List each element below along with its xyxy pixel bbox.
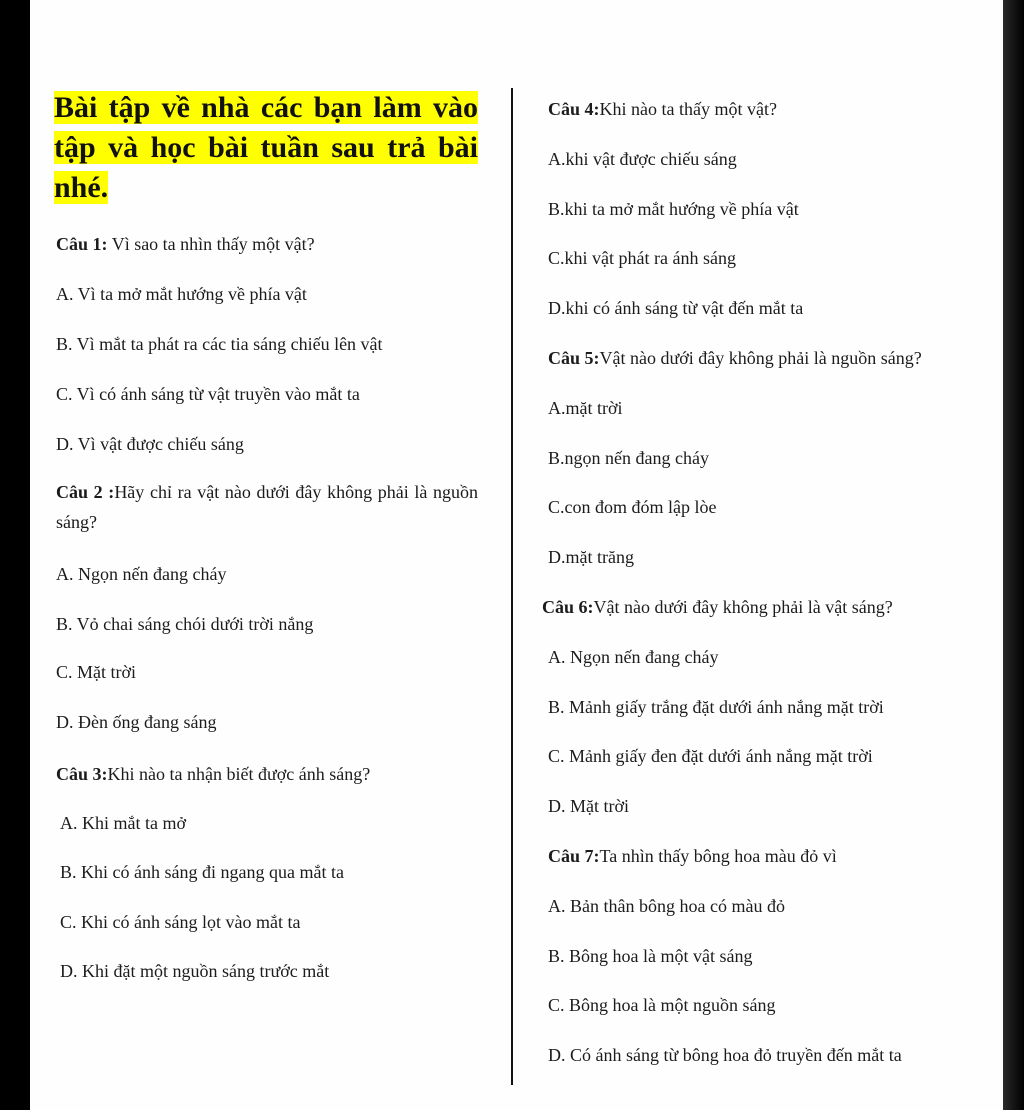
question-label: Câu 2 : (56, 482, 115, 502)
q4-option-d: D.khi có ánh sáng từ vật đến mắt ta (548, 298, 804, 318)
q5-option-d: D.mặt trăng (548, 547, 634, 567)
question-label: Câu 1: (56, 234, 108, 254)
question-text: Hãy chỉ ra vật nào dưới đây không phải là nguồn sáng? (56, 482, 478, 532)
q2-option-d: D. Đèn ống đang sáng (56, 712, 217, 732)
q1-option-c: C. Vì có ánh sáng từ vật truyền vào mắt ta (56, 384, 360, 404)
q4-option-a: A.khi vật được chiếu sáng (548, 149, 737, 169)
q3-option-b: B. Khi có ánh sáng đi ngang qua mắt ta (60, 862, 344, 882)
q6-option-d: D. Mặt trời (548, 796, 630, 816)
q5-option-c: C.con đom đóm lập lòe (548, 497, 717, 517)
q6-option-c: C. Mảnh giấy đen đặt dưới ánh nắng mặt trời (548, 746, 873, 766)
q5-option-a: A.mặt trời (548, 398, 623, 418)
question-label: Câu 7: (548, 846, 600, 866)
q7-option-a: A. Bản thân bông hoa có màu đỏ (548, 896, 785, 916)
q4-option-c: C.khi vật phát ra ánh sáng (548, 248, 736, 268)
question-1 (56, 233, 315, 255)
page-edge-shadow (1003, 0, 1024, 1110)
question-text: Khi nào ta nhận biết được ánh sáng? (107, 764, 371, 784)
question-text: Ta nhìn thấy bông hoa màu đỏ vì (599, 846, 837, 866)
question-2 (56, 477, 478, 537)
q7-option-d: D. Có ánh sáng từ bông hoa đỏ truyền đến mắt ta (548, 1045, 902, 1065)
q2-option-a: A. Ngọn nến đang cháy (56, 564, 227, 584)
q6-option-b: B. Mảnh giấy trắng đặt dưới ánh nắng mặt trời (548, 697, 884, 717)
question-text: Vật nào dưới đây không phải là vật sáng? (593, 597, 893, 617)
q1-option-a: A. Vì ta mở mắt hướng về phía vật (56, 284, 307, 304)
q3-option-a: A. Khi mắt ta mở (60, 813, 186, 833)
question-7 (548, 845, 837, 867)
q3-option-d: D. Khi đặt một nguồn sáng trước mắt (60, 961, 330, 981)
question-label: Câu 5: (548, 348, 600, 368)
q7-option-c: C. Bông hoa là một nguồn sáng (548, 995, 776, 1015)
q3-option-c: C. Khi có ánh sáng lọt vào mắt ta (60, 912, 301, 932)
column-divider (511, 88, 513, 1085)
question-6 (542, 596, 893, 618)
q4-option-b: B.khi ta mở mắt hướng về phía vật (548, 199, 799, 219)
question-label: Câu 6: (542, 597, 594, 617)
q2-option-b: B. Vỏ chai sáng chói dưới trời nắng (56, 614, 314, 634)
question-label: Câu 3: (56, 764, 108, 784)
question-text: Vì sao ta nhìn thấy một vật? (107, 234, 315, 254)
question-4 (548, 98, 777, 120)
heading-highlight: Bài tập về nhà các bạn làm vào tập và học bài tuần sau trả bài nhé. (54, 91, 478, 204)
q1-option-d: D. Vì vật được chiếu sáng (56, 434, 244, 454)
question-5 (548, 347, 922, 369)
q2-option-c: C. Mặt trời (56, 662, 137, 682)
q6-option-a: A. Ngọn nến đang cháy (548, 647, 719, 667)
q7-option-b: B. Bông hoa là một vật sáng (548, 946, 753, 966)
question-text: Vật nào dưới đây không phải là nguồn sáng? (599, 348, 922, 368)
q5-option-b: B.ngọn nến đang cháy (548, 448, 709, 468)
question-label: Câu 4: (548, 99, 600, 119)
question-text: Khi nào ta thấy một vật? (599, 99, 777, 119)
q1-option-b: B. Vì mắt ta phát ra các tia sáng chiếu lên vật (56, 334, 383, 354)
homework-heading (54, 88, 478, 208)
question-3 (56, 763, 370, 785)
